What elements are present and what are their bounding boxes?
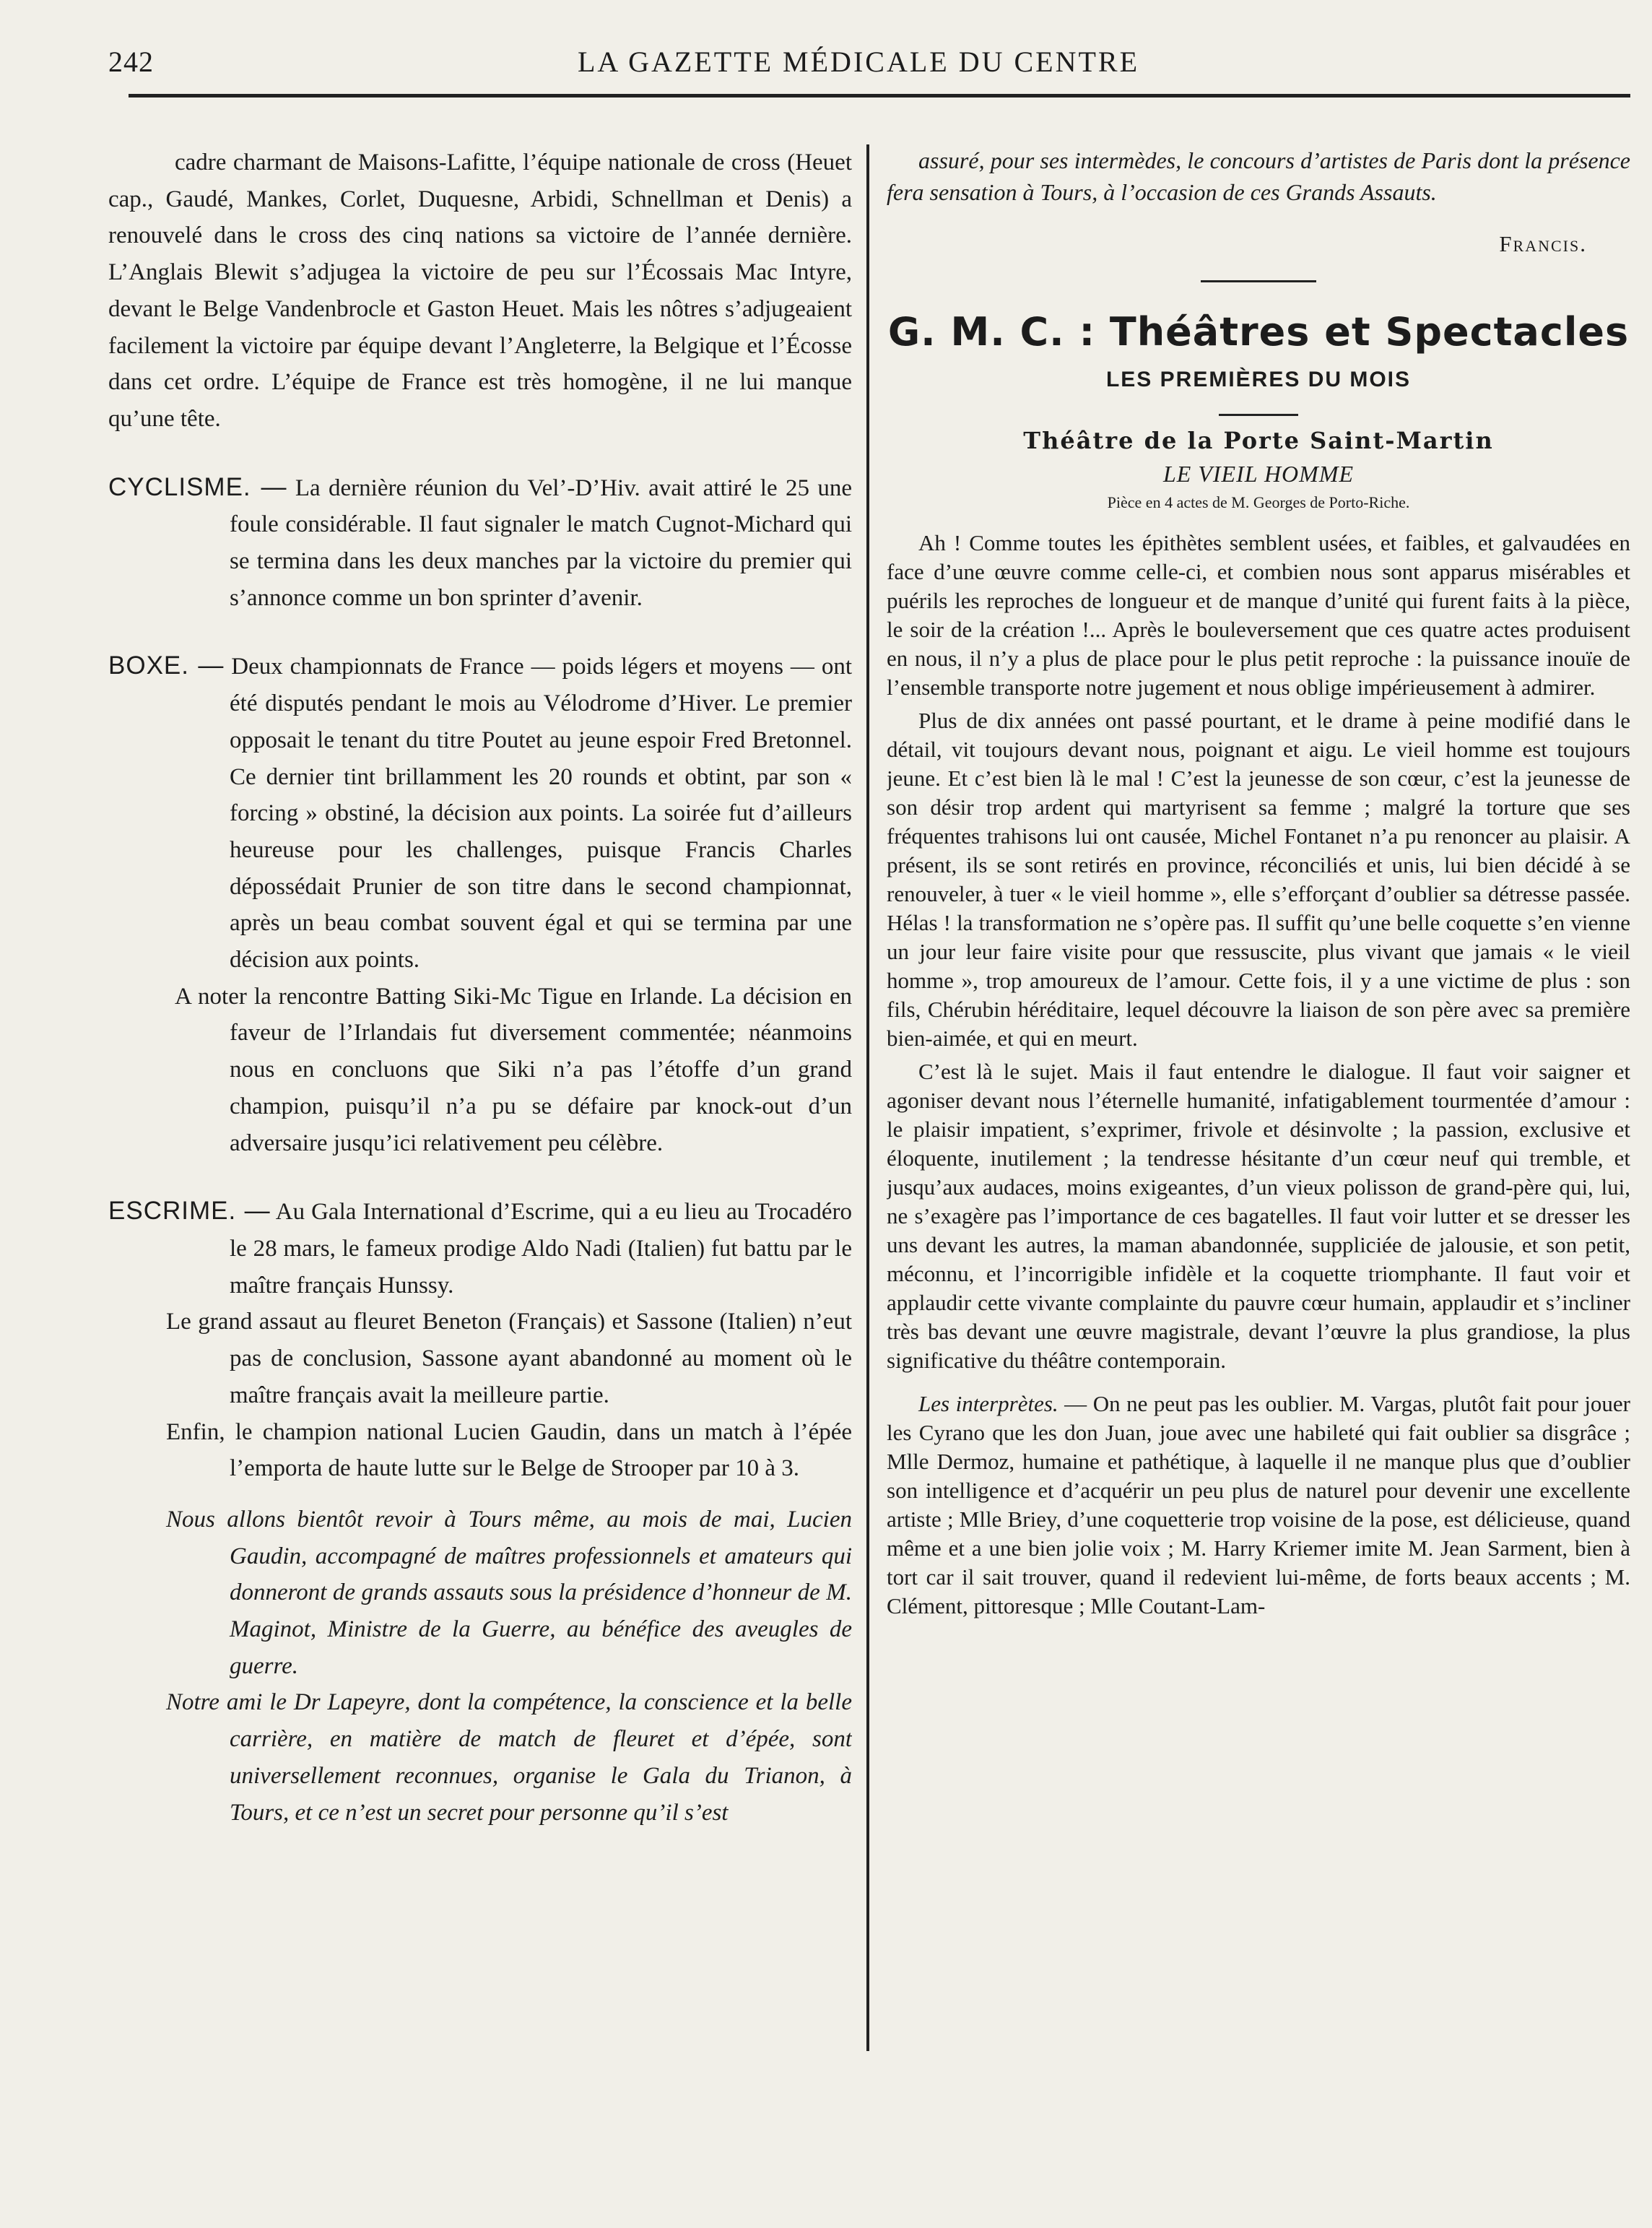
boxe-label: BOXE. — [108, 651, 225, 680]
italic-1-text: Nous allons bientôt revoir à Tours même, au mois de mai, Lucien Gaudin, accompagné de maîtres professionnels et amateurs qui donneront de grands assauts sous la présidence d’honneur de M. Maginot, Ministre de la Guerre, au bénéfice des aveugles de guerre. [166, 1506, 852, 1679]
paragraph-escrime [108, 1193, 852, 1304]
page-header [108, 45, 1538, 88]
paragraph-escrime-3 [108, 1414, 852, 1487]
review-paragraph-2: Plus de dix années ont passé pourtant, et le drame à peine modifié dans le détail, vit toujours devant nous, poignant et aigu. Le vieil homme est toujours jeune. Et c’est bien là le mal ! C’est la jeunesse de son cœur, c’est la jeunesse de son désir trop ardent qui martyrisent sa femme ; malgré la torture que ses fréquentes trahisons lui ont causée, Michel Fontanet n’a pu renoncer au plaisir. A présent, ils se sont retirés en province, réconciliés et unis, lui bien décidé à se renouveler, à tuer « le vieil homme », elle s’efforçant d’oublier sa détresse passée. Hélas ! la transformation ne s’opère pas. Il suffit qu’une belle coquette s’en vienne un jour leur faire visite pour que ressuscite, plus vivant que jamais « le vieil homme », trop amoureux de l’amour. Cette fois, il y a une victime de plus : son fils, Chérubin héréditaire, lequel découvre la liaison de son père avec sa première bien-aimée, et qui en meurt. [887, 708, 1630, 1051]
running-title: LA GAZETTE MÉDICALE DU CENTRE [578, 45, 1140, 78]
review-paragraph-4 [887, 1390, 1630, 1621]
paragraph-italic-2 [108, 1684, 852, 1831]
section-title: G. M. C. : Théâtres et Spectacles [887, 309, 1630, 355]
paragraph-cyclisme [108, 469, 852, 617]
paragraph-cross: cadre charmant de Maisons-Lafitte, l’équipe nationale de cross (Heuet cap., Gaudé, Mankes, Corlet, Duquesne, Arbidi, Schnellman et Denis) a renouvelé dans le cross des cinq nations sa victoire de l’année dernière. L’Anglais Blewit s’adjugea la victoire de peu sur l’Écossais Mac Intyre, devant le Belge Vandenbrocle et Gaston Heuet. Mais les nôtres s’adjugeaient facilement la victoire par équipe devant l’Angleterre, la Belgique et l’Écosse dans cet ordre. L’équipe de France est très homogène, il ne lui manque qu’une tête. [108, 149, 852, 432]
interpretes-text: — On ne peut pas les oublier. M. Vargas, plutôt fait pour jouer les Cyrano que les don Juan, joue avec une habileté qui fait oublier sa disgrâce ; Mlle Dermoz, humaine et pathétique, à laquelle il ne manque plus que d’oublier son intelligence et d’acquérir un peu plus de naturel pour devenir une excellente artiste ; Mlle Briey, d’une coquetterie trop voisine de la pose, est délicieuse, quand même et a une bien jolie voix ; M. Harry Kriemer imite M. Jean Sarment, bien à tort car il sait trouver, quand il redevient lui-même, de forts beaux accents ; M. Clément, pittoresque ; Mlle Coutant-Lam- [887, 1391, 1630, 1618]
paragraph-boxe-2 [108, 979, 852, 1162]
header-rule [129, 94, 1630, 97]
paragraph-italic-1 [108, 1501, 852, 1685]
escrime-3-text: Enfin, le champion national Lucien Gaudin, dans un match à l’épée l’emporta de haute lutte sur le Belge de Strooper par 10 à 3. [166, 1418, 852, 1482]
signature: Francis. [1499, 231, 1587, 256]
column-divider [866, 144, 869, 2051]
theatre-name: Théâtre de la Porte Saint-Martin [1023, 427, 1494, 454]
play-info: Pièce en 4 actes de M. Georges de Porto-Riche. [1107, 493, 1410, 511]
interpretes-label: Les interprètes. [918, 1391, 1058, 1416]
paragraph-continuation: assuré, pour ses intermèdes, le concours d’artistes de Paris dont la présence fera sensation à Tours, à l’occasion de ces Grands Assauts. [887, 147, 1630, 205]
italic-2-text: Notre ami le Dr Lapeyre, dont la compétence, la conscience et la belle carrière, en matière de match de fleuret et d’épée, sont universellement reconnues, organise le Gala du Trianon, à Tours, et ce n’est un secret pour personne qu’il s’est [166, 1689, 852, 1826]
escrime-2-text: Le grand assaut au fleuret Beneton (Français) et Sassone (Italien) n’eut pas de conclusion, Sassone ayant abandonné au moment où le maître français avait la meilleure partie. [166, 1309, 852, 1408]
section-subtitle: LES PREMIÈRES DU MOIS [1105, 368, 1412, 391]
cyclisme-label: CYCLISME. — [108, 472, 287, 501]
page-number: 242 [108, 45, 154, 78]
section-separator [1201, 280, 1316, 282]
escrime-label: ESCRIME. — [108, 1197, 271, 1226]
review-paragraph-1: Ah ! Comme toutes les épithètes semblent usées, et faibles, et galvaudées en face d’une œuvre comme celle-ci, et combien nous sont apparus misérables et puérils les reproches de longueur et de manque d’unité qui furent faits à la pièce, le soir de la création !... Après le bouleversement que ces quatre actes produisent en nous, il n’y a plus de place pour le plus petit reproche : la puissance inouïe de l’ensemble transporte notre jugement et nous oblige impérieusement à admirer. [887, 530, 1630, 700]
boxe-2-text: A noter la rencontre Batting Siki-Mc Tigue en Irlande. La décision en faveur de l’Irlandais fut diversement commentée; néanmoins nous en concluons que Siki n’a pas l’étoffe d’un grand champion, puisqu’il n’a pu se défaire par knock-out d’un adversaire jusqu’ici relativement peu célèbre. [175, 983, 852, 1156]
paragraph-escrime-2 [108, 1304, 852, 1413]
subtitle-rule [1219, 414, 1298, 416]
cyclisme-text: La dernière réunion du Vel’-D’Hiv. avait attiré le 25 une foule considérable. Il faut signaler le match Cugnot-Michard qui se termina dans les deux manches par la victoire du premier qui s’annonce comme un bon sprinter d’avenir. [230, 474, 852, 611]
paragraph-boxe [108, 648, 852, 978]
review-paragraph-3: C’est là le sujet. Mais il faut entendre le dialogue. Il faut voir saigner et agoniser devant nous l’éternelle humanité, infatigablement tourmentée d’amour : le plaisir impatient, s’exprimer, frivole et désinvolte ; la passion, exclusive et éloquente, inutilement ; la tendresse hésitante d’un cœur neuf qui tremble, et jusqu’aux audaces, moins exigeantes, d’un vieux polisson de grand-père qui, lui, ne s’exagère pas l’importance de ces bagatelles. Il faut voir lutter et se dresser les uns devant les autres, la maman abandonnée, suppliciée de jalousie, et son petit, méconnu, et l’incorrigible infidèle et la coquette triomphante. Il faut voir et applaudir cette vivante complainte du pauvre cœur humain, applaudir et s’incliner très bas devant une œuvre magistrale, devant l’œuvre la plus grandiose, la plus significative du théâtre contemporain. [887, 1059, 1630, 1373]
play-title: LE VIEIL HOMME [1162, 461, 1355, 487]
boxe-text: Deux championnats de France — poids légers et moyens — ont été disputés pendant le mois au Vélodrome d’Hiver. Le premier opposait le tenant du titre Poutet au jeune espoir Fred Bretonnel. Ce dernier tint brillamment les 20 rounds et obtint, par son « forcing » obstiné, la décision aux points. La soirée fut d’ailleurs heureuse pour les challenges, puisque Francis Charles dépossédait Prunier de son titre dans le second championnat, après un beau combat souvent égal et qui se termina par une décision aux points. [224, 654, 852, 974]
left-column [108, 144, 852, 2051]
escrime-text: Au Gala International d’Escrime, qui a eu lieu au Trocadéro le 28 mars, le fameux prodige Aldo Nadi (Italien) fut battu par le maître français Hunssy. [230, 1199, 852, 1299]
right-column [887, 144, 1630, 2051]
